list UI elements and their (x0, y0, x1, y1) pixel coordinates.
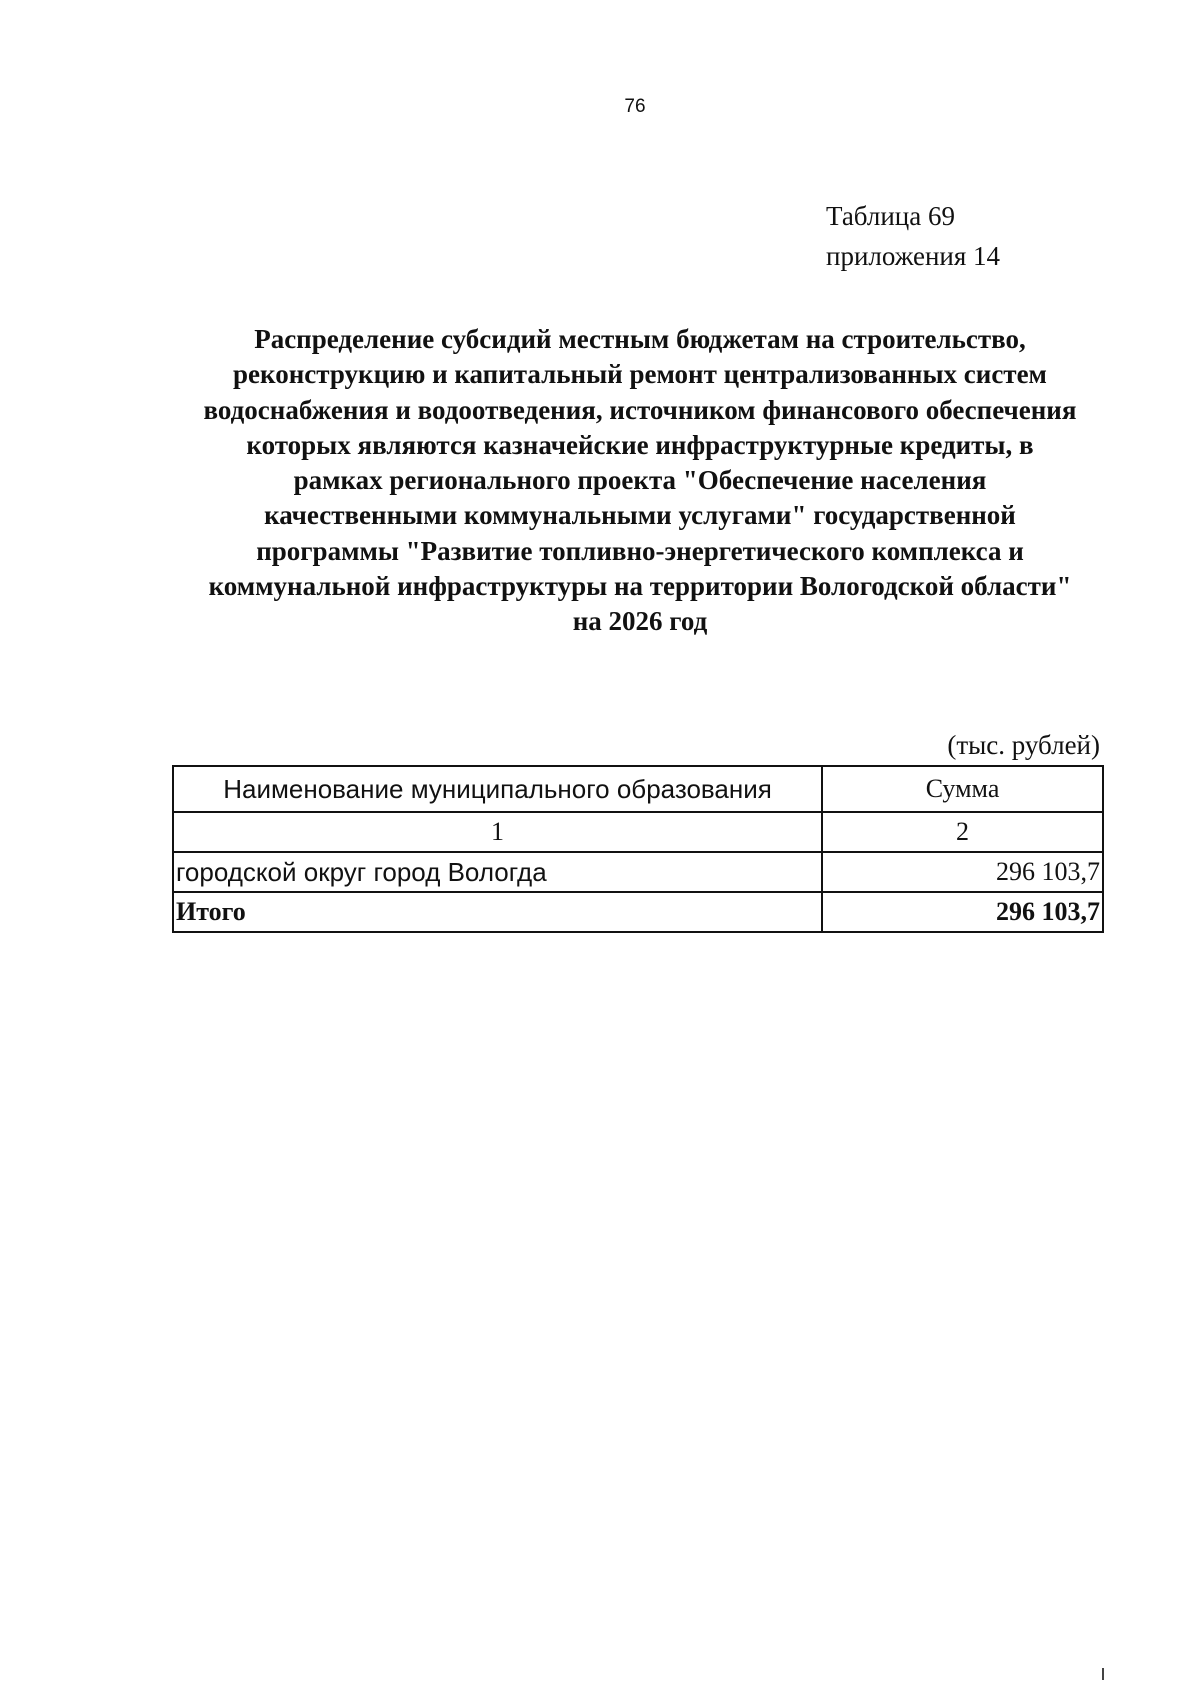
title-line: реконструкцию и капитальный ремонт централизованных систем (233, 359, 1047, 390)
column-header-sum: Сумма (822, 766, 1103, 812)
total-row (173, 892, 1103, 932)
subsidy-table (172, 765, 1104, 933)
municipality-name: городской округ город Вологда (173, 852, 822, 892)
document-title (160, 322, 1120, 640)
column-header-name: Наименование муниципального образования (173, 766, 822, 812)
appendix-number: приложения 14 (826, 241, 1001, 271)
page-number: 76 (624, 96, 646, 117)
title-line: водоснабжения и водоотведения, источником финансового обеспечения (203, 394, 1077, 425)
table-header-row (173, 766, 1103, 812)
title-line: рамках регионального проекта "Обеспечение населения (293, 465, 987, 496)
column-number: 2 (822, 812, 1103, 852)
title-line: Распределение субсидий местным бюджетам на строительство, (254, 324, 1026, 354)
title-line: коммунальной инфраструктуры на территории Вологодской области" (208, 571, 1072, 602)
table-reference (826, 196, 1000, 276)
title-line: программы "Развитие топливно-энергетического комплекса и (256, 535, 1024, 566)
scan-mark (1102, 1668, 1104, 1680)
subsidy-amount: 296 103,7 (822, 852, 1103, 892)
unit-label: (тыс. рублей) (947, 730, 1100, 760)
total-amount: 296 103,7 (822, 892, 1103, 932)
table-number: Таблица 69 (826, 201, 955, 231)
total-label: Итого (173, 892, 822, 932)
title-line: качественными коммунальными услугами" государственной (264, 500, 1016, 531)
title-line: на 2026 год (572, 606, 708, 637)
column-number-row (173, 812, 1103, 852)
column-number: 1 (173, 812, 822, 852)
title-line: которых являются казначейские инфраструктурные кредиты, в (246, 429, 1034, 460)
table-row (173, 852, 1103, 892)
